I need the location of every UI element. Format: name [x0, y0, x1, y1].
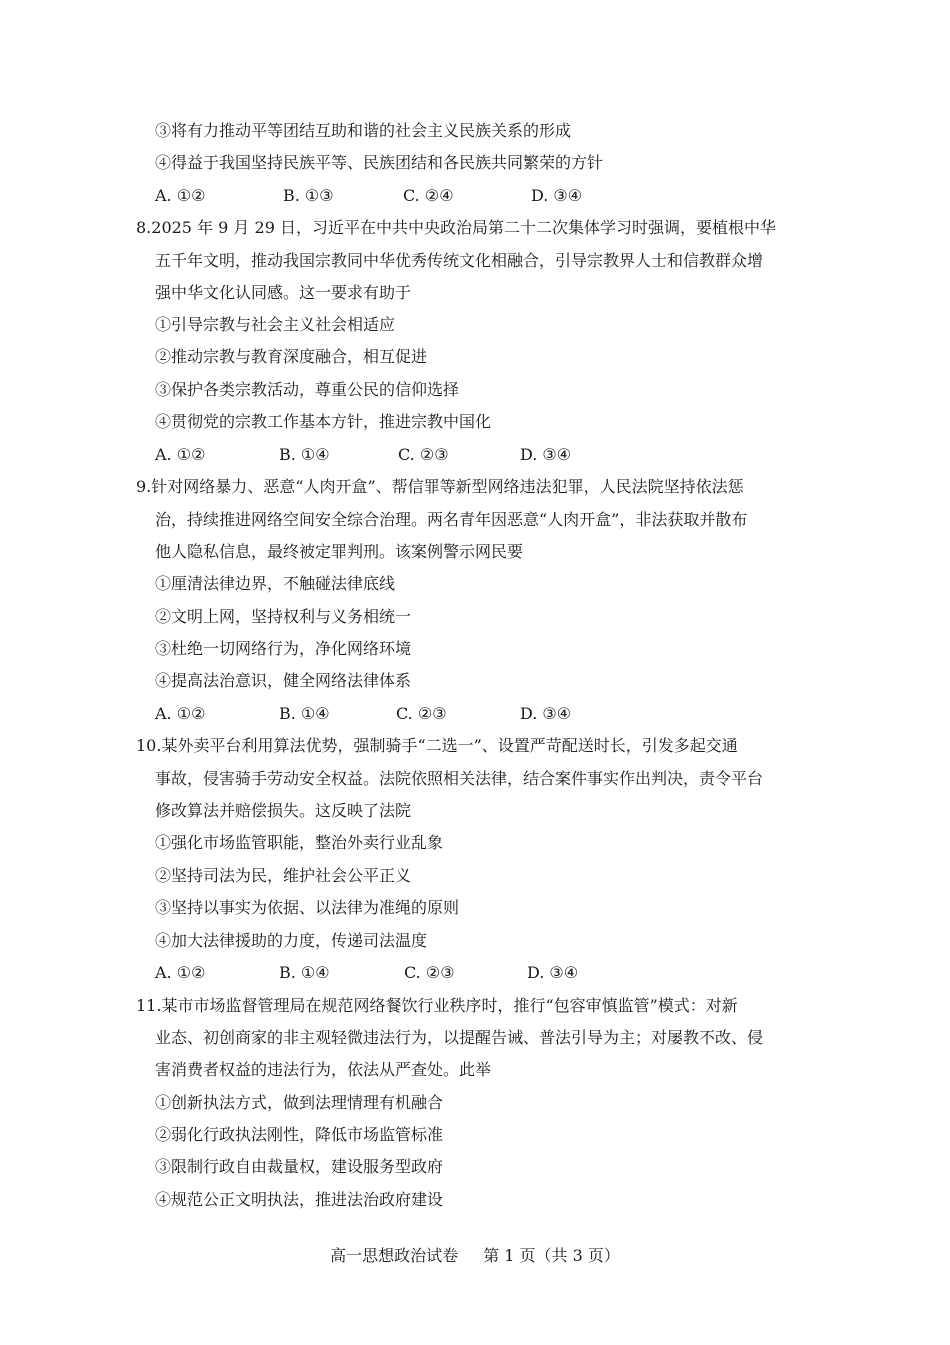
q11-stem-line-3: 害消费者权益的违法行为，依法从严查处。此举 — [155, 1060, 492, 1079]
q8-statement-3: ③保护各类宗教活动，尊重公民的信仰选择 — [155, 380, 460, 399]
q10-statement-1: ①强化市场监管职能，整治外卖行业乱象 — [155, 833, 444, 852]
q9-stem-line-3: 他人隐私信息，最终被定罪判刑。该案例警示网民要 — [155, 542, 524, 561]
q9-stem-line-1: 9.针对网络暴力、恶意“人肉开盒”、帮信罪等新型网络违法犯罪，人民法院坚持依法惩 — [136, 477, 744, 496]
q10-option-c[interactable]: C. ②③ — [404, 963, 455, 982]
q7-statement-4: ④得益于我国坚持民族平等、民族团结和各民族共同繁荣的方针 — [155, 153, 604, 172]
q9-statement-3: ③杜绝一切网络行为，净化网络环境 — [155, 639, 412, 658]
q11-statement-3: ③限制行政自由裁量权，建设服务型政府 — [155, 1157, 444, 1176]
q10-statement-4: ④加大法律援助的力度，传递司法温度 — [155, 931, 428, 950]
q10-options — [155, 963, 715, 983]
q8-stem-line-2: 五千年文明，推动我国宗教同中华优秀传统文化相融合，引导宗教界人士和信教群众增 — [155, 251, 764, 270]
q8-stem-line-3: 强中华文化认同感。这一要求有助于 — [155, 283, 412, 302]
q8-option-c[interactable]: C. ②③ — [398, 445, 449, 464]
q8-option-d[interactable]: D. ③④ — [520, 445, 572, 464]
q9-stem-line-2: 治，持续推进网络空间安全综合治理。两名青年因恶意“人肉开盒”，非法获取并散布 — [155, 510, 748, 529]
q9-statement-2: ②文明上网，坚持权利与义务相统一 — [155, 607, 412, 626]
q7-option-d[interactable]: D. ③④ — [531, 186, 583, 205]
q9-option-a[interactable]: A. ①② — [155, 704, 206, 723]
q9-statement-4: ④提高法治意识，健全网络法律体系 — [155, 671, 412, 690]
q11-stem-line-2: 业态、初创商家的非主观轻微违法行为，以提醒告诫、普法引导为主；对屡教不改、侵 — [155, 1028, 764, 1047]
q8-option-b[interactable]: B. ①④ — [279, 445, 330, 464]
q10-statement-2: ②坚持司法为民，维护社会公平正义 — [155, 866, 412, 885]
q9-option-b[interactable]: B. ①④ — [279, 704, 330, 723]
q11-statement-1: ①创新执法方式，做到法理情理有机融合 — [155, 1093, 444, 1112]
q10-stem-line-3: 修改算法并赔偿损失。这反映了法院 — [155, 801, 412, 820]
q7-option-a[interactable]: A. ①② — [155, 186, 206, 205]
q10-stem-line-2: 事故，侵害骑手劳动安全权益。法院依照相关法律，结合案件事实作出判决，责令平台 — [155, 769, 764, 788]
page-footer — [0, 1246, 950, 1266]
q8-statement-1: ①引导宗教与社会主义社会相适应 — [155, 315, 396, 334]
footer-exam-title: 高一思想政治试卷 — [330, 1246, 459, 1265]
footer-page-number: 第 1 页（共 3 页） — [483, 1246, 620, 1265]
q10-option-b[interactable]: B. ①④ — [279, 963, 330, 982]
q9-option-d[interactable]: D. ③④ — [520, 704, 572, 723]
q8-option-a[interactable]: A. ①② — [155, 445, 206, 464]
q8-statement-4: ④贯彻党的宗教工作基本方针，推进宗教中国化 — [155, 412, 492, 431]
q7-option-c[interactable]: C. ②④ — [403, 186, 454, 205]
q11-statement-4: ④规范公正文明执法，推进法治政府建设 — [155, 1190, 444, 1209]
q8-statement-2: ②推动宗教与教育深度融合，相互促进 — [155, 347, 428, 366]
q7-option-b[interactable]: B. ①③ — [283, 186, 334, 205]
q10-option-a[interactable]: A. ①② — [155, 963, 206, 982]
q8-options — [155, 445, 715, 465]
q7-statement-3: ③将有力推动平等团结互助和谐的社会主义民族关系的形成 — [155, 121, 572, 140]
q10-option-d[interactable]: D. ③④ — [527, 963, 579, 982]
q11-stem-line-1: 11.某市市场监督管理局在规范网络餐饮行业秩序时，推行“包容审慎监管”模式：对新 — [136, 996, 738, 1015]
q9-option-c[interactable]: C. ②③ — [396, 704, 447, 723]
q9-options — [155, 704, 715, 724]
q10-statement-3: ③坚持以事实为依据、以法律为准绳的原则 — [155, 898, 460, 917]
q8-stem-line-1: 8.2025 年 9 月 29 日，习近平在中共中央政治局第二十二次集体学习时强调，要植根中华 — [136, 218, 776, 237]
q9-statement-1: ①厘清法律边界，不触碰法律底线 — [155, 574, 396, 593]
q11-statement-2: ②弱化行政执法刚性，降低市场监管标准 — [155, 1125, 444, 1144]
q7-options — [155, 186, 715, 206]
q10-stem-line-1: 10.某外卖平台利用算法优势，强制骑手“二选一”、设置严苛配送时长，引发多起交通 — [136, 736, 738, 755]
